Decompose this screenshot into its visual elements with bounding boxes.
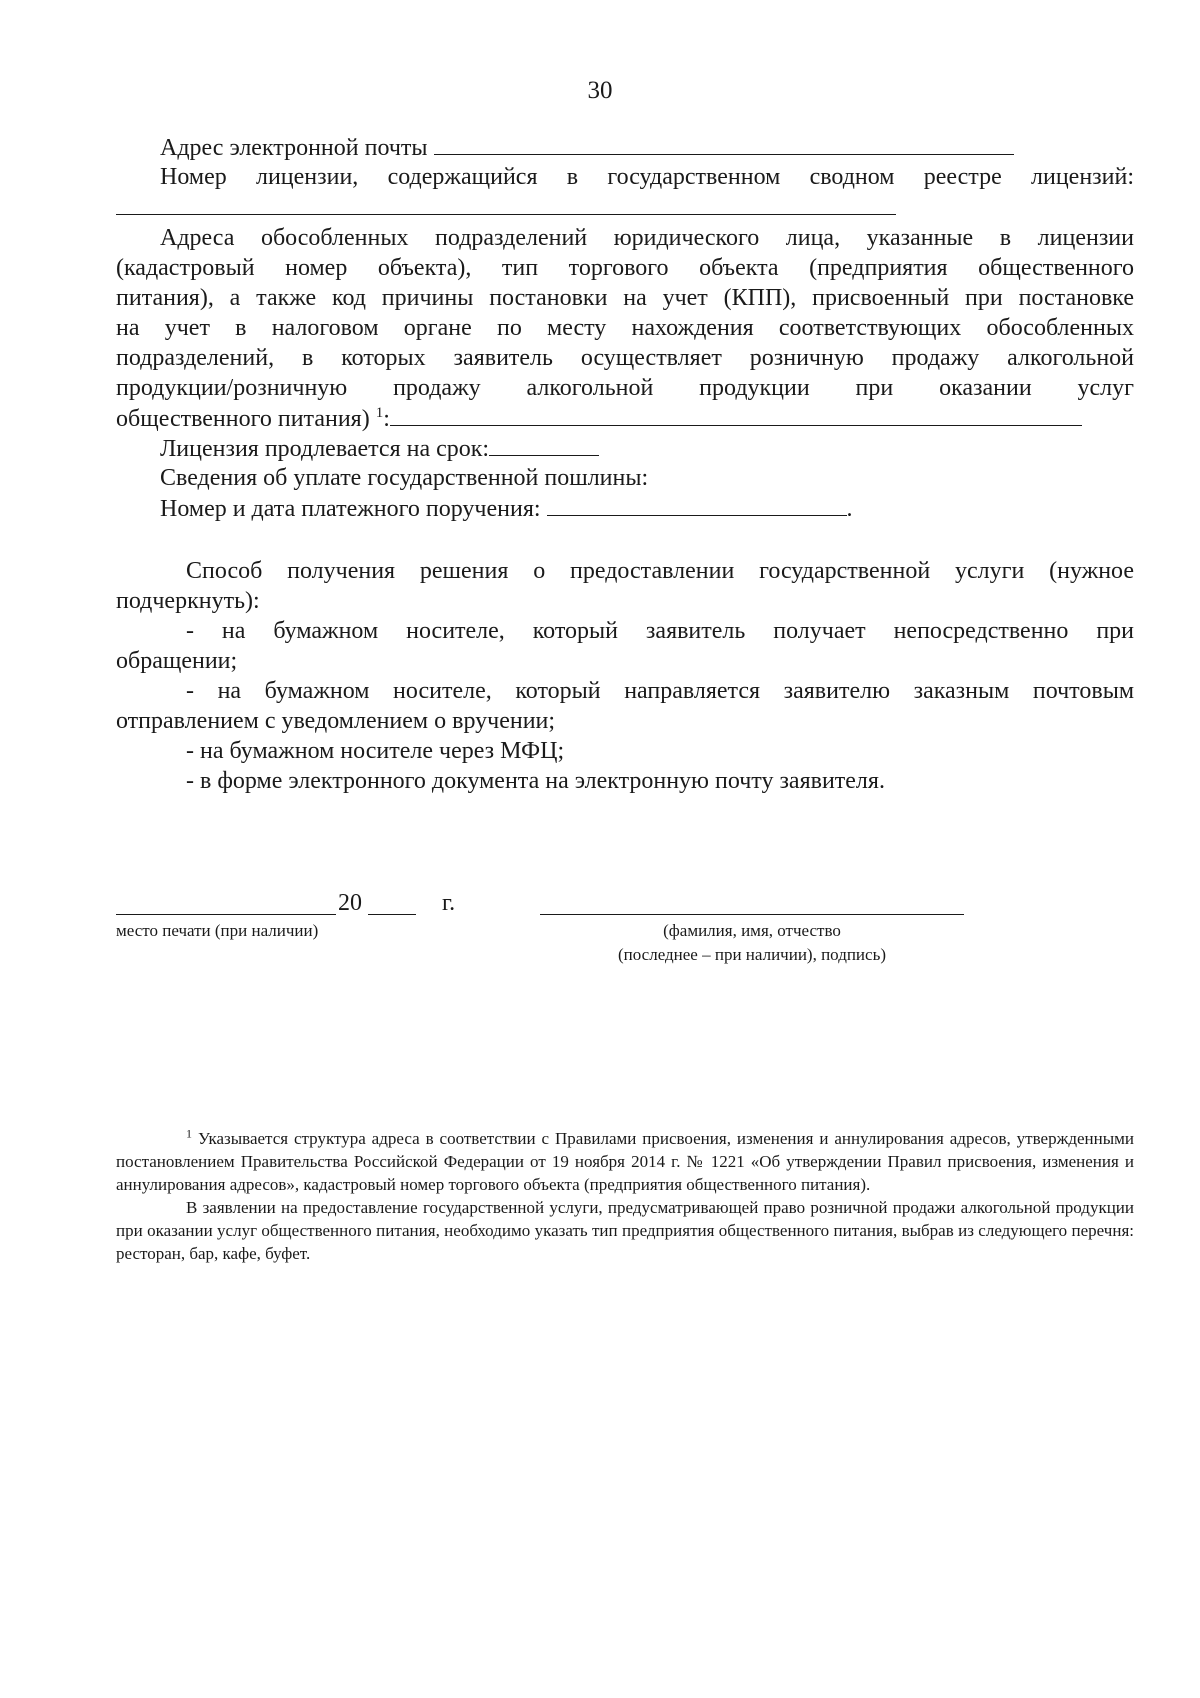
stamp-caption: место печати (при наличии) <box>116 921 319 940</box>
payment-order-row <box>116 493 1134 523</box>
method-option-paper[interactable]: - на бумажном носителе, который заявитель получает непосредственно при <box>186 618 1134 644</box>
footnote-1-text: Указывается структура адреса в соответствии с Правилами присвоения, изменения и аннулирования адресов, утвержденными постановлением Правительства Российской Федерации от 19 ноября 2014 г. № 1221 «Об утверждении Правил присвоения, изменения и аннулирования адресов», кадастровый номер торгового объекта (предприятия общественного питания). <box>116 1129 1134 1194</box>
year-field[interactable] <box>368 914 416 915</box>
applicant-fields <box>116 132 1134 222</box>
name-caption-1: (фамилия, имя, отчество <box>663 921 841 940</box>
method-option-paper-cont: обращении; <box>116 648 238 674</box>
addresses-line: (кадастровый номер объекта), тип торгового объекта (предприятия общественного <box>116 255 1134 281</box>
signature-field[interactable] <box>540 914 964 915</box>
license-number-field[interactable] <box>116 192 896 215</box>
license-term-row <box>116 433 1134 463</box>
addresses-paragraph <box>116 223 1134 523</box>
date-field[interactable] <box>116 914 336 915</box>
receipt-method <box>116 556 1134 796</box>
method-option-mail-cont: отправлением с уведомлением о вручении; <box>116 708 556 734</box>
page-number: 30 <box>587 77 613 104</box>
footnote-1 <box>116 1127 1134 1196</box>
addresses-last-row <box>116 403 1134 433</box>
name-caption-2: (последнее – при наличии), подпись) <box>617 945 886 964</box>
addresses-line: Адреса обособленных подразделений юридического лица, указанные в лицензии <box>160 225 1134 251</box>
addresses-field[interactable] <box>390 403 1082 426</box>
email-label: Адрес электронной почты <box>160 135 428 161</box>
footnote-1-mark: 1 <box>186 1126 192 1141</box>
footnote-2 <box>116 1196 1134 1265</box>
license-number-label: Номер лицензии, содержащийся в государственном сводном реестре лицензий: <box>160 164 1134 190</box>
method-option-mail[interactable]: - на бумажном носителе, который направляется заявителю заказным почтовым <box>186 678 1134 704</box>
method-option-mfc[interactable]: - на бумажном носителе через МФЦ; <box>186 738 565 764</box>
payment-order-label: Номер и дата платежного поручения: <box>160 496 541 522</box>
footnote-2-text: В заявлении на предоставление государственной услуги, предусматривающей право розничной продажи алкогольной продукции при оказании услуг общественного питания, необходимо указать тип предприятия общественного питания, выбрав из следующего перечня: ресторан, бар, кафе, буфет. <box>116 1198 1134 1263</box>
license-number-row <box>116 192 1134 222</box>
method-option-email[interactable]: - в форме электронного документа на электронную почту заявителя. <box>186 768 885 794</box>
addresses-line: продукции/розничную продажу алкогольной продукции при оказании услуг <box>116 375 1134 401</box>
license-term-field[interactable] <box>489 433 599 456</box>
method-intro-line: подчеркнуть): <box>116 588 260 614</box>
payment-order-period: . <box>846 496 853 522</box>
email-row <box>116 132 1134 162</box>
addresses-line: подразделений, в которых заявитель осуществляет розничную продажу алкогольной <box>116 345 1134 371</box>
addresses-colon: : <box>383 406 390 432</box>
year-prefix: 20 <box>338 890 362 916</box>
email-field[interactable] <box>434 132 1014 155</box>
footnotes <box>116 1127 1134 1265</box>
footnote-mark: 1 <box>375 405 384 421</box>
license-term-label: Лицензия продлевается на срок: <box>160 436 490 462</box>
addresses-last-line: общественного питания) <box>116 406 370 432</box>
method-intro-line: Способ получения решения о предоставлении государственной услуги (нужное <box>186 558 1134 584</box>
payment-order-field[interactable] <box>547 493 847 516</box>
addresses-line: питания), а также код причины постановки на учет (КПП), присвоенный при постановке <box>116 285 1134 311</box>
addresses-line: на учет в налоговом органе по месту нахождения соответствующих обособленных <box>116 315 1134 341</box>
year-suffix: г. <box>442 890 456 916</box>
fee-label: Сведения об уплате государственной пошлины: <box>160 465 649 491</box>
signature-block <box>0 888 1200 988</box>
